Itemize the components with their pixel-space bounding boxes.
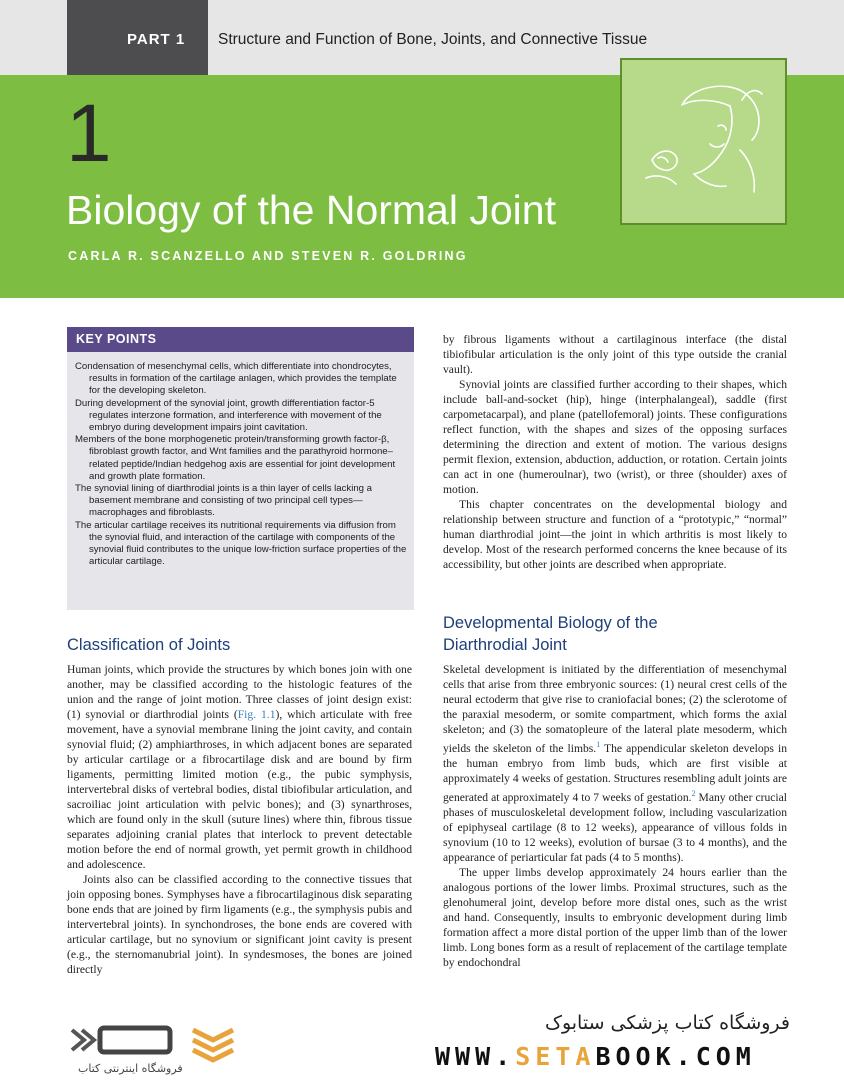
text-run: Human joints, which provide the structures by which bones join with one another, may be classified according to the histologic features of the union and the range of joint motion. Three classes of joint design exist: (1) synovial or diarthrodial joints ( — [67, 663, 412, 721]
right-column-text — [443, 332, 787, 572]
developmental-paragraph-1 — [443, 662, 787, 865]
store-name: فروشگاه کتاب پزشکی ستابوک — [544, 1012, 790, 1034]
chapter-scope-paragraph: This chapter concentrates on the developmental biology and relationship between structure and function of a “prototypic,” “normal” human diarthrodial joint—the joint in which arthritis is most likely to develop. Most of the research performed concerns the knee because of its accessibility, but other joints are described when appropriate. — [443, 498, 787, 571]
developmental-text — [443, 662, 787, 970]
url-part-highlight: SETA — [515, 1042, 596, 1071]
continuation-paragraph: by fibrous ligaments without a cartilaginous interface (the distal tibiofibular articulation is the only joint of this type outside the cranial vault). — [443, 333, 787, 376]
setabook-logo-icon — [68, 1020, 248, 1078]
reference-link[interactable]: 2 — [691, 788, 696, 798]
chapter-illustration — [620, 58, 787, 225]
store-logo — [68, 1020, 248, 1078]
synovial-joints-paragraph: Synovial joints are classified further according to their shapes, which include ball-and-socket (hip), hinge (interphalangeal), saddle (first carpometacarpal), and plane (patellofemoral) joints. These configurations reflect function, with the shapes and sizes of the opposing surfaces determining the direction and extent of motion. The various designs permit flexion, extension, abduction, adduction, or rotation. Certain joints can act in one (humeroulnar), two (wrist), or three (shoulder) axes of motion. — [443, 378, 787, 496]
reference-link[interactable]: 1 — [596, 740, 601, 749]
developmental-paragraph-2: The upper limbs develop approximately 24 hours earlier than the analogous portions of the lower limbs. Proximal structures, such as the glenohumeral joint, develop before more distal ones, such as the wrist and hand. Consequently, insults to embryonic development during limb formation affect a more distal portion of the upper limb than of the lower limb. Long bones form as a result of replacement of the cartilage template by endochondral — [443, 865, 787, 969]
classification-paragraph-1 — [67, 662, 412, 872]
classification-paragraph-2: Joints also can be classified according to the connective tissues that join opposing bones. Symphyses have a fibrocartilaginous disk separating bone ends that are joined by firm ligaments (e.g., the symphysis pubis and intervertebral joints). In synchondroses, the bone ends are covered with articular cartilage, but no synovium or significant joint cavity is present (e.g., the sternomanubrial joint). In syndesmoses, the bones are joined directly — [67, 873, 412, 976]
url-part: WWW. — [435, 1042, 516, 1071]
figure-link[interactable]: Fig. 1.1 — [237, 708, 276, 721]
key-point-item: Members of the bone morphogenetic protein/transforming growth factor-β, fibroblast growth factor, and Wnt families and the parathyroid hormone–related peptide/Indian hedgehog axis are essential for joint development and growth plate formation. — [75, 434, 396, 482]
key-point-item: Condensation of mesenchymal cells, which differentiate into chondrocytes, results in formation of the cartilage anlagen, which provides the template for the developing skeleton. — [75, 361, 397, 397]
developmental-heading: Developmental Biology of the Diarthrodial Joint — [443, 614, 658, 654]
text-run: Skeletal development is initiated by the differentiation of mesenchymal cells that arise from three embryonic sources: (1) neural crest cells of the neural ectoderm that give rise to craniofacial bones; (2) the sclerotome of the paraxial mesoderm, or somite compartment, which forms the axial skeleton; and (3) the somatopleure of the lateral plate mesoderm, which yields the skeleton of the limbs. — [443, 663, 787, 755]
part-label-box — [67, 0, 208, 75]
key-point-item: The articular cartilage receives its nutritional requirements via diffusion from the synovial fluid, and interaction of the cartilage with components of the synovial fluid contributes to the unique low-friction surface properties of the articular cartilage. — [75, 519, 407, 568]
key-point-item: The synovial lining of diarthrodial joints is a thin layer of cells lacking a basement membrane and consisting of two principal cell types—macrophages and fibroblasts. — [75, 483, 373, 519]
key-points-list — [67, 352, 414, 568]
key-points-heading: KEY POINTS — [67, 327, 414, 352]
chapter-authors: CARLA R. SCANZELLO AND STEVEN R. GOLDRING — [68, 249, 468, 263]
key-point-item: During development of the synovial joint, growth differentiation factor-5 regulates interzone formation, and interference with movement of the embryo during development impairs joint cavitation. — [75, 397, 382, 434]
text-run: The appendicular skeleton develops in the human embryo from limb buds, which are first visible at approximately 4 weeks of gestation. Structures resembling adult joints are generated at approximately 4 to 7 weeks of gestation. — [443, 741, 787, 804]
store-url[interactable] — [435, 1042, 756, 1071]
part-title: Structure and Function of Bone, Joints, and Connective Tissue — [218, 31, 648, 48]
key-points-box — [67, 327, 414, 610]
url-part: BOOK.COM — [595, 1042, 756, 1071]
classification-heading: Classification of Joints — [67, 636, 231, 654]
logo-caption: فروشگاه اینترنتی کتاب — [78, 1062, 183, 1075]
part-label: PART 1 — [127, 31, 186, 48]
text-run: Many other crucial phases of musculoskeletal development follow, including vascularization of epiphyseal cartilage (8 to 12 weeks), appearance of villous folds in synovium (10 to 12 weeks), evolution of bursae (3 to 4 months), and the appearance of periarticular fat pads (4 to 5 months). — [443, 790, 787, 864]
left-column-text — [67, 662, 412, 977]
sketch-portrait-icon — [622, 60, 785, 223]
chapter-number: 1 — [66, 88, 112, 179]
chapter-title: Biology of the Normal Joint — [66, 187, 556, 233]
text-run: ), which articulate with free movement, have a synovial membrane lining the joint cavity, and contain synovial fluid; (2) amphiarthroses, in which adjacent bones are separated by articular cartilage or a fibrocartilage disk and are bound by firm ligaments, permitting limited motion (e.g., the pubic symphysis, intervertebral disks of vertebral bodies, distal tibiofibular articulation, and sacroiliac joint articulation with pelvic bones); and (3) synarthroses, which are found only in the skull (suture lines) where thin, fibrous tissue separates adjoining cranial plates that interlock to prevent detectable motion before the end of normal growth, yet permit growth in childhood and adolescence. — [67, 708, 413, 871]
